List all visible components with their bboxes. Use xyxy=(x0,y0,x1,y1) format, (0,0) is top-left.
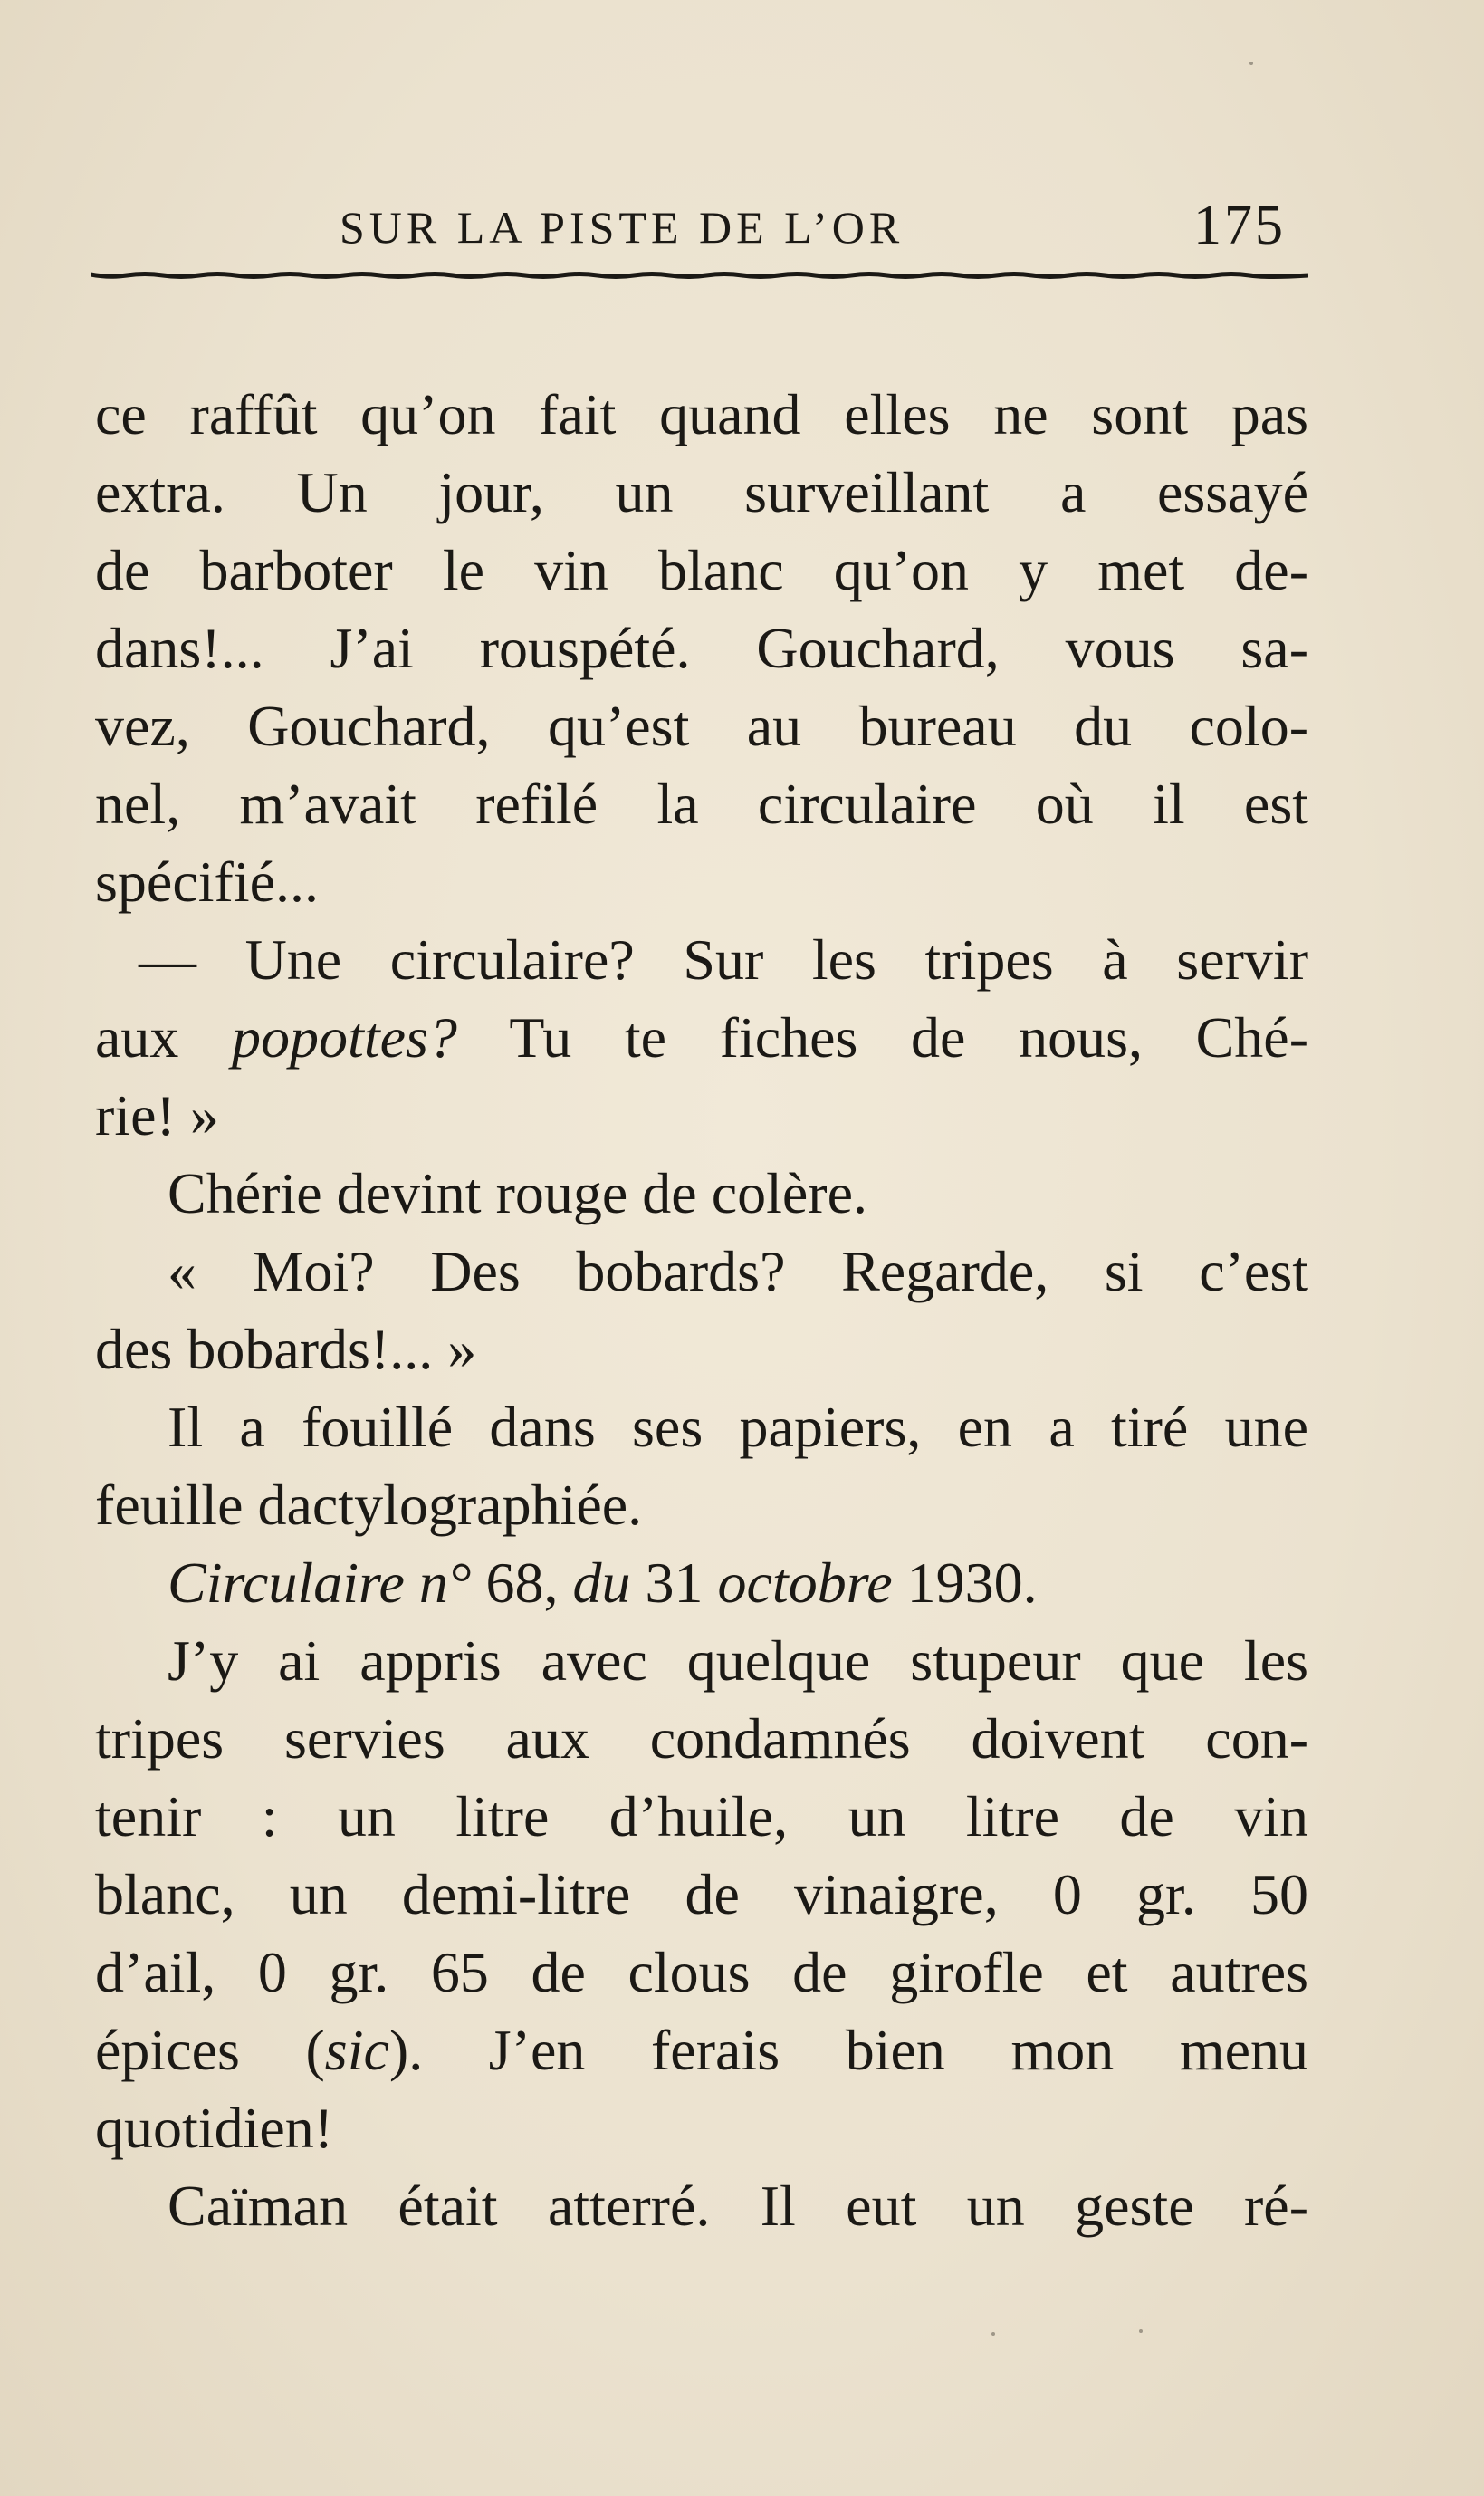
text-run: 31 xyxy=(630,1550,718,1615)
italic-word: Circulaire n° xyxy=(168,1550,472,1615)
text-line: ce raffût qu’on fait quand elles ne sont pas xyxy=(95,382,1308,446)
text-line: Il a fouillé dans ses papiers, en a tiré une xyxy=(168,1395,1308,1459)
text-line: blanc, un demi-litre de vinaigre, 0 gr. 50 xyxy=(95,1862,1308,1926)
text-line: nel, m’avait refilé la circulaire où il est xyxy=(95,772,1308,836)
text-line: Caïman était atterré. Il eut un geste ré- xyxy=(168,2174,1308,2238)
text-line: de barboter le vin blanc qu’on y met de- xyxy=(95,538,1308,602)
text-line: d’ail, 0 gr. 65 de clous de girofle et autres xyxy=(95,1940,1308,2004)
running-head xyxy=(100,195,1304,274)
text-run: 68, xyxy=(471,1550,573,1615)
paper-speck xyxy=(1139,2329,1143,2333)
text-line: tripes servies aux condamnés doivent con- xyxy=(95,1706,1308,1771)
header-rule xyxy=(91,272,1308,281)
text-run: 1930. xyxy=(892,1550,1038,1615)
text-line: « Moi? Des bobards? Regarde, si c’est xyxy=(168,1239,1308,1303)
text-line: spécifié... xyxy=(95,850,319,914)
text-line: des bobards!... » xyxy=(95,1317,477,1381)
text-line xyxy=(95,1544,1308,1622)
italic-word: du xyxy=(572,1550,631,1615)
paper-speck xyxy=(1249,62,1253,65)
text-run: Tu te fiches de nous, Ché- xyxy=(456,1005,1309,1070)
running-title: SUR LA PISTE DE L’OR xyxy=(340,202,905,253)
text-run: ). J’en ferais bien mon menu xyxy=(388,2018,1308,2082)
text-line: J’y ai appris avec quelque stupeur que les xyxy=(168,1628,1308,1693)
page-number: 175 xyxy=(1193,195,1286,256)
paper-speck xyxy=(991,2332,995,2336)
text-line: feuille dactylographiée. xyxy=(95,1473,643,1537)
text-line: rie! » xyxy=(95,1083,219,1147)
italic-word: octobre xyxy=(717,1550,893,1615)
text-line: extra. Un jour, un surveillant a essayé xyxy=(95,460,1308,524)
text-run: aux xyxy=(95,1005,233,1070)
italic-word: sic xyxy=(324,2018,389,2082)
text-line: Chérie devint rouge de colère. xyxy=(168,1161,867,1225)
text-line: vez, Gouchard, qu’est au bureau du colo- xyxy=(95,694,1308,758)
text-line xyxy=(95,999,1308,1077)
text-line: — Une circulaire? Sur les tripes à servir xyxy=(139,927,1308,992)
text-line: quotidien! xyxy=(95,2096,334,2160)
text-line: tenir : un litre d’huile, un litre de vin xyxy=(95,1784,1308,1848)
italic-word: popottes? xyxy=(232,1005,457,1070)
text-run: épices ( xyxy=(95,2018,325,2082)
text-line: dans!... J’ai rouspété. Gouchard, vous sa- xyxy=(95,616,1308,680)
text-line xyxy=(95,2011,1308,2089)
body-text xyxy=(95,376,1308,2245)
